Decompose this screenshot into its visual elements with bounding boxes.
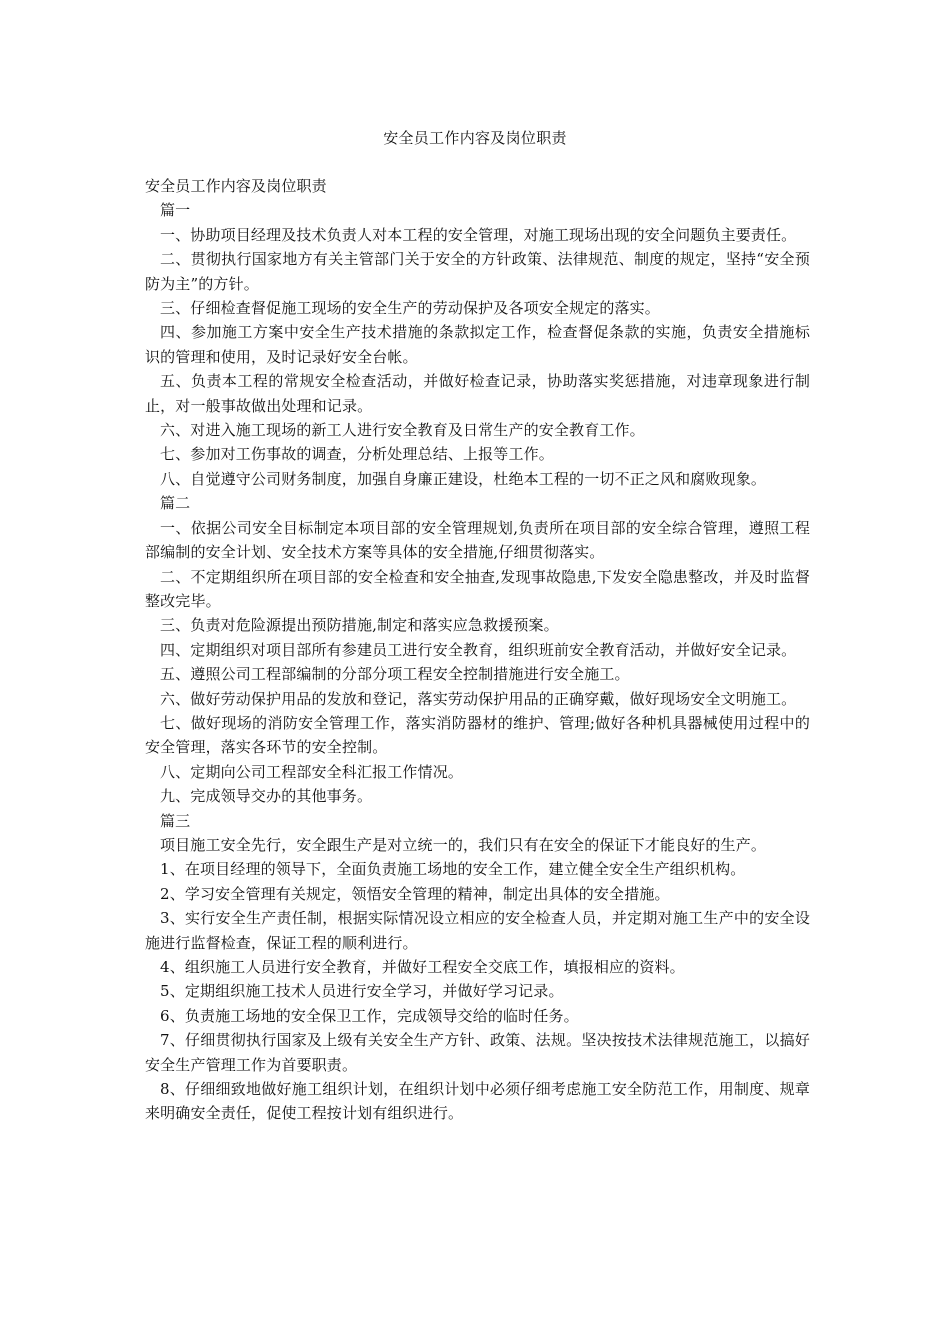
paragraph: 8、仔细细致地做好施工组织计划，在组织计划中必须仔细考虑施工安全防范工作，用制度、规章来明确安全责任，促使工程按计划有组织进行。: [145, 1080, 810, 1123]
paragraph: 6、负责施工场地的安全保卫工作，完成领导交给的临时任务。: [160, 1006, 579, 1025]
section-heading-1: 篇一: [160, 201, 191, 220]
paragraph: 7、仔细贯彻执行国家及上级有关安全生产方针、政策、法规。坚决按技术法律规范施工，以搞好安全生产管理工作为首要职责。: [145, 1031, 810, 1074]
paragraph: 一、协助项目经理及技术负责人对本工程的安全管理，对施工现场出现的安全问题负主要责任。: [160, 225, 797, 244]
paragraph: 三、负责对危险源提出预防措施,制定和落实应急救援预案。: [160, 616, 559, 635]
paragraph: 九、完成领导交办的其他事务。: [160, 787, 373, 806]
paragraph: 二、贯彻执行国家地方有关主管部门关于安全的方针政策、法律规范、制度的规定，坚持“安全预防为主”的方针。: [145, 250, 810, 293]
paragraph: 一、依据公司安全目标制定本项目部的安全管理规划,负责所在项目部的安全综合管理，遵照工程部编制的安全计划、安全技术方案等具体的安全措施,仔细贯彻落实。: [145, 518, 810, 562]
paragraph: 3、实行安全生产责任制，根据实际情况设立相应的安全检查人员，并定期对施工生产中的安全设施进行监督检查，保证工程的顺利进行。: [145, 909, 810, 952]
paragraph: 三、仔细检查督促施工现场的安全生产的劳动保护及各项安全规定的落实。: [160, 299, 660, 318]
paragraph: 5、定期组织施工技术人员进行安全学习，并做好学习记录。: [160, 982, 564, 1001]
paragraph: 七、参加对工伤事故的调查，分析处理总结、上报等工作。: [160, 445, 554, 464]
paragraph: 五、负责本工程的常规安全检查活动，并做好检查记录，协助落实奖惩措施，对违章现象进行制止，对一般事故做出处理和记录。: [145, 372, 810, 415]
document-body: [145, 174, 810, 1126]
paragraph: 2、学习安全管理有关规定，领悟安全管理的精神，制定出具体的安全措施。: [160, 884, 670, 903]
paragraph: 六、做好劳动保护用品的发放和登记，落实劳动保护用品的正确穿戴，做好现场安全文明施工。: [160, 689, 797, 708]
paragraph: 七、做好现场的消防安全管理工作，落实消防器材的维护、管理;做好各种机具器械使用过程中的安全管理，落实各环节的安全控制。: [145, 713, 810, 757]
section-heading-2: 篇二: [160, 494, 191, 513]
paragraph: 1、在项目经理的领导下，全面负责施工场地的安全工作，建立健全安全生产组织机构。: [160, 860, 746, 879]
paragraph: 八、自觉遵守公司财务制度，加强自身廉正建设，杜绝本工程的一切不正之风和腐败现象。: [160, 469, 767, 488]
paragraph: 项目施工安全先行，安全跟生产是对立统一的，我们只有在安全的保证下才能良好的生产。: [160, 835, 767, 854]
paragraph: 四、参加施工方案中安全生产技术措施的条款拟定工作，检查督促条款的实施，负责安全措施标识的管理和使用，及时记录好安全台帐。: [145, 323, 810, 366]
page-title: 安全员工作内容及岗位职责: [383, 129, 567, 147]
paragraph: 八、定期向公司工程部安全科汇报工作情况。: [160, 762, 464, 781]
document-subtitle: 安全员工作内容及岗位职责: [145, 177, 327, 195]
section-heading-3: 篇三: [160, 811, 191, 830]
paragraph: 五、遵照公司工程部编制的分部分项工程安全控制措施进行安全施工。: [160, 665, 630, 684]
paragraph: 二、不定期组织所在项目部的安全检查和安全抽查,发现事故隐患,下发安全隐患整改，并及时监督整改完毕。: [145, 567, 810, 610]
paragraph: 四、定期组织对项目部所有参建员工进行安全教育，组织班前安全教育活动，并做好安全记录。: [160, 640, 797, 659]
paragraph: 4、组织施工人员进行安全教育，并做好工程安全交底工作，填报相应的资料。: [160, 958, 685, 976]
paragraph: 六、对进入施工现场的新工人进行安全教育及日常生产的安全教育工作。: [160, 421, 645, 440]
